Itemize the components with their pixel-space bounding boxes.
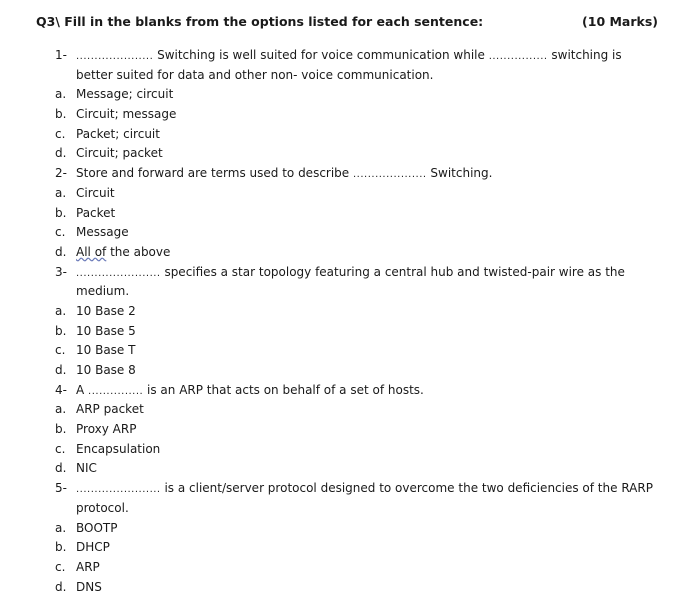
question-number: 5- (55, 481, 67, 496)
option-text: 10 Base 2 (76, 303, 136, 318)
question-text-continued: protocol. (76, 500, 129, 515)
option-letter: c. (55, 225, 66, 240)
option-letter: c. (55, 343, 66, 358)
blank: ....................... (76, 484, 161, 496)
question-list (0, 46, 700, 597)
option-text: DHCP (76, 540, 110, 555)
option-text: Circuit; message (76, 107, 177, 122)
option-text: Message; circuit (76, 87, 174, 102)
option-letter: d. (55, 146, 67, 161)
option-letter: b. (55, 205, 67, 220)
option-1b (0, 105, 700, 125)
option-3b (0, 322, 700, 342)
option-text: ARP (76, 559, 100, 574)
option-text: Encapsulation (76, 441, 161, 456)
option-5b (0, 538, 700, 558)
option-3c (0, 341, 700, 361)
question-text (76, 381, 424, 402)
option-text: Circuit (76, 185, 115, 200)
option-5a (0, 519, 700, 539)
blank: ..................... (76, 51, 154, 62)
question-2-line-1 (0, 164, 700, 184)
option-2a (0, 184, 700, 204)
option-text: 10 Base T (76, 343, 136, 358)
blank: .................... (353, 169, 427, 181)
question-number: 2- (55, 166, 67, 181)
question-number: 3- (55, 264, 67, 279)
option-text: 10 Base 5 (76, 323, 136, 338)
option-letter: c. (55, 126, 66, 141)
question-text (76, 46, 622, 67)
option-2d (0, 243, 700, 263)
spellcheck-flagged-text: All of (76, 244, 107, 259)
option-letter: a. (55, 185, 67, 200)
option-3d (0, 361, 700, 381)
option-letter: a. (55, 303, 67, 318)
option-text (76, 243, 170, 263)
option-letter: b. (55, 323, 67, 338)
option-letter: c. (55, 441, 66, 456)
option-text: Proxy ARP (76, 422, 137, 437)
option-2b (0, 204, 700, 224)
question-title: Q3\ Fill in the blanks from the options listed for each sentence: (36, 14, 484, 29)
option-text: BOOTP (76, 520, 118, 535)
option-5c (0, 558, 700, 578)
option-text: NIC (76, 461, 97, 476)
option-1c (0, 125, 700, 145)
question-text (76, 479, 653, 500)
option-5d (0, 578, 700, 598)
question-text-part: Store and forward are terms used to describe (76, 166, 353, 181)
question-text-part: Switching. (426, 166, 493, 181)
option-2c (0, 223, 700, 243)
option-letter: b. (55, 540, 67, 555)
option-3a (0, 302, 700, 322)
option-letter: a. (55, 402, 67, 417)
option-text: 10 Base 8 (76, 363, 136, 377)
question-text-continued: better suited for data and other non- voice communication. (76, 67, 434, 82)
question-3-line-1 (0, 263, 700, 283)
option-letter: b. (55, 107, 67, 122)
option-letter: c. (55, 559, 66, 574)
option-letter: d. (55, 363, 67, 377)
blank: ................ (488, 51, 548, 62)
question-header (36, 14, 658, 32)
question-text-continued: medium. (76, 284, 130, 299)
blank: ............... (88, 385, 144, 397)
blank: ....................... (76, 267, 161, 279)
option-4d (0, 459, 700, 479)
question-text-part: A (76, 382, 89, 397)
option-4a (0, 400, 700, 420)
question-5-line-2 (0, 499, 700, 519)
question-1-line-1 (0, 46, 700, 66)
question-5-line-1 (0, 479, 700, 499)
question-1-line-2 (0, 66, 700, 86)
option-text: Message (76, 225, 129, 240)
option-letter: b. (55, 422, 67, 437)
question-text-part: specifies a star topology featuring a central hub and twisted-pair wire as the (160, 264, 625, 279)
question-text-part: Switching is well suited for voice communication while (153, 48, 489, 62)
option-text: Packet; circuit (76, 126, 160, 141)
option-1d (0, 144, 700, 164)
option-text: DNS (76, 579, 102, 594)
question-4-line-1 (0, 381, 700, 401)
question-text-part: switching is (547, 48, 622, 62)
option-text: Packet (76, 205, 116, 220)
question-number: 4- (55, 382, 67, 397)
option-letter: d. (55, 244, 67, 259)
option-letter: d. (55, 579, 67, 594)
marks-label: (10 Marks) (582, 14, 658, 29)
option-letter: d. (55, 461, 67, 476)
question-3-line-2 (0, 282, 700, 302)
option-4c (0, 440, 700, 460)
question-text-part: is an ARP that acts on behalf of a set of hosts. (143, 382, 424, 397)
option-letter: a. (55, 87, 67, 102)
option-text-part: the above (106, 244, 171, 259)
question-text (76, 263, 625, 284)
question-number: 1- (55, 48, 67, 62)
option-text: ARP packet (76, 402, 144, 417)
question-text (76, 164, 492, 185)
option-1a (0, 85, 700, 105)
question-text-part: is a client/server protocol designed to overcome the two deficiencies of the RARP (160, 481, 653, 496)
option-4b (0, 420, 700, 440)
option-text: Circuit; packet (76, 146, 163, 161)
option-letter: a. (55, 520, 67, 535)
